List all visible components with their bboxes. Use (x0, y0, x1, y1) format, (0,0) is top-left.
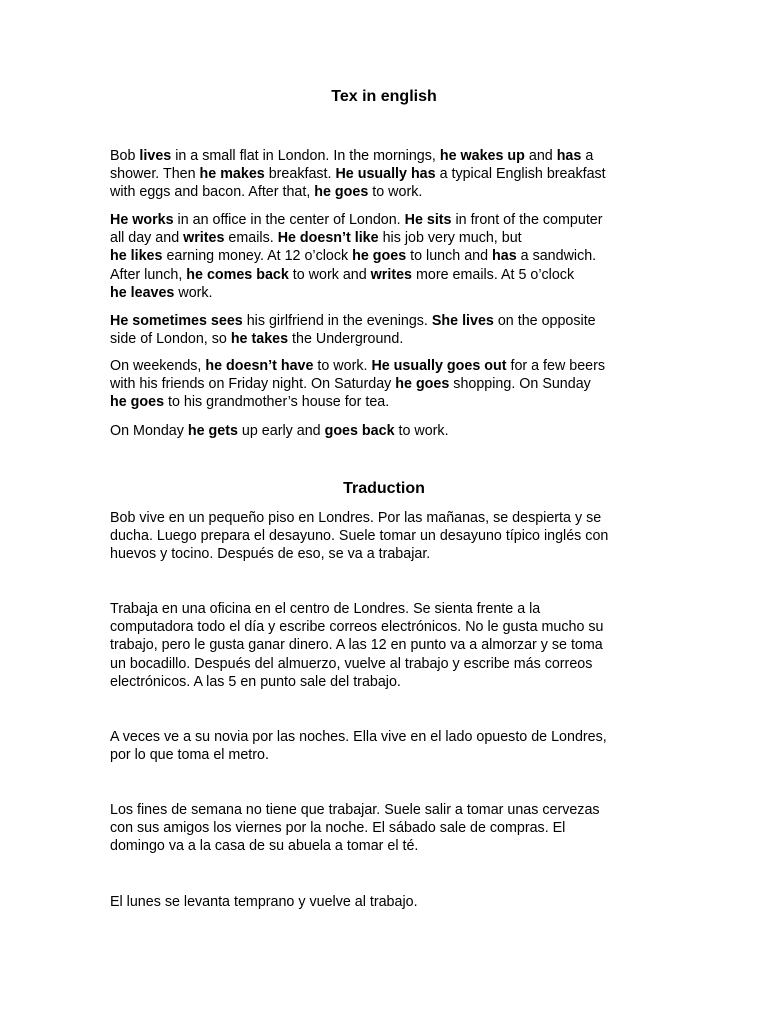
text-run: to his grandmother’s house for tea. (164, 394, 390, 411)
bold-phrase: has (492, 248, 517, 265)
text-line: trabajo, pero le gusta ganar dinero. A las 12 en punto va a almorzar y se toma (110, 637, 603, 654)
spanish-paragraph-5 (110, 893, 670, 911)
text-line (110, 312, 670, 330)
bold-phrase: lives (139, 148, 172, 164)
bold-phrase: has (556, 148, 582, 164)
bold-phrase: writes (183, 230, 225, 247)
bold-phrase: She lives (431, 313, 494, 329)
text-line (110, 330, 670, 348)
text-run: in front of the computer (451, 212, 603, 228)
text-run: to work. (394, 423, 449, 439)
text-run: shopping. On Sunday (449, 376, 591, 393)
text-run: to work and (288, 266, 371, 283)
text-run: with eggs and bacon. After that, (110, 184, 315, 201)
text-run: a sandwich. (516, 248, 597, 265)
text-line: computadora todo el día y escribe correos electrónicos. No le gusta mucho su (110, 619, 604, 636)
spanish-paragraph-1 (110, 509, 670, 564)
bold-phrase: he doesn’t have (205, 358, 314, 374)
text-run: the Underground. (288, 331, 404, 348)
bold-phrase: goes back (324, 423, 395, 439)
text-run: and (524, 148, 557, 164)
text-run: a typical English breakfast (435, 166, 606, 183)
text-line (110, 165, 670, 183)
translation-title: Traduction (343, 480, 425, 497)
spanish-paragraph-3 (110, 728, 670, 764)
text-run: breakfast. (264, 166, 336, 183)
bold-phrase: he wakes up (439, 148, 525, 164)
bold-phrase: he gets (187, 423, 238, 439)
bold-phrase: he takes (230, 331, 289, 348)
bold-phrase: he goes (110, 394, 165, 411)
text-line (110, 247, 670, 265)
text-line (110, 211, 670, 229)
text-run: on the opposite (493, 313, 596, 329)
bold-phrase: he goes (395, 376, 450, 393)
text-line (110, 422, 670, 440)
text-line: Los fines de semana no tiene que trabajar. Suele salir a tomar unas cervezas (110, 802, 600, 818)
english-paragraph-3 (110, 312, 670, 348)
text-run: to work. (313, 358, 372, 374)
text-run: On Monday (110, 423, 188, 439)
text-run: work. (174, 284, 213, 301)
english-paragraph-1 (110, 147, 670, 202)
text-run: in an office in the center of London. (173, 212, 405, 228)
text-run: his job very much, but (378, 230, 522, 247)
text-run: with his friends on Friday night. On Saturday (110, 376, 396, 393)
text-line (110, 183, 670, 201)
text-run: On weekends, (110, 358, 206, 374)
text-line: por lo que toma el metro. (110, 747, 269, 764)
text-run: side of London, so (110, 331, 231, 348)
bold-phrase: He usually goes out (371, 358, 507, 374)
spanish-paragraph-4 (110, 801, 670, 856)
text-run: up early and (237, 423, 325, 439)
text-line: ducha. Luego prepara el desayuno. Suele tomar un desayuno típico inglés con (110, 528, 609, 545)
bold-phrase: He sits (404, 212, 452, 228)
text-line: domingo va a la casa de su abuela a tomar el té. (110, 838, 419, 855)
bold-phrase: he leaves (110, 284, 175, 301)
text-line (110, 147, 670, 165)
text-line (110, 375, 670, 393)
text-line: El lunes se levanta temprano y vuelve al trabajo. (110, 894, 418, 910)
text-run: to work. (368, 184, 423, 201)
bold-phrase: he goes (314, 184, 369, 201)
text-run: emails. (224, 230, 278, 247)
text-run: to lunch and (406, 248, 493, 265)
text-run: more emails. At 5 o’clock (412, 266, 575, 283)
text-run: earning money. At 12 o’clock (162, 248, 353, 265)
text-run: a (581, 148, 594, 164)
text-line: Trabaja en una oficina en el centro de Londres. Se sienta frente a la (110, 601, 541, 617)
text-line: un bocadillo. Después del almuerzo, vuelve al trabajo y escribe más correos (110, 655, 593, 672)
text-run: After lunch, (110, 266, 187, 283)
bold-phrase: he comes back (186, 266, 289, 283)
text-line (110, 266, 670, 284)
text-run: Bob (110, 148, 140, 164)
text-line: electrónicos. A las 5 en punto sale del trabajo. (110, 673, 401, 690)
text-line (110, 357, 670, 375)
bold-phrase: writes (370, 266, 412, 283)
bold-phrase: he likes (110, 248, 163, 265)
english-paragraph-4 (110, 357, 670, 412)
bold-phrase: He works (110, 212, 174, 228)
text-line: con sus amigos los viernes por la noche. El sábado sale de compras. El (110, 820, 566, 837)
text-line (110, 229, 670, 247)
text-line (110, 284, 670, 302)
english-title: Tex in english (331, 88, 437, 105)
bold-phrase: he makes (199, 166, 265, 183)
text-line (110, 393, 670, 411)
english-paragraph-5 (110, 422, 670, 440)
text-run: for a few beers (506, 358, 606, 374)
text-run: all day and (110, 230, 184, 247)
bold-phrase: He usually has (335, 166, 436, 183)
text-run: his girlfriend in the evenings. (242, 313, 432, 329)
english-paragraph-2 (110, 211, 670, 302)
text-line: A veces ve a su novia por las noches. Ella vive en el lado opuesto de Londres, (110, 729, 607, 745)
text-run: shower. Then (110, 166, 200, 183)
text-line: huevos y tocino. Después de eso, se va a trabajar. (110, 546, 431, 563)
text-line: Bob vive en un pequeño piso en Londres. Por las mañanas, se despierta y se (110, 510, 602, 526)
bold-phrase: He sometimes sees (110, 313, 243, 329)
text-run: in a small flat in London. In the mornings, (171, 148, 440, 164)
spanish-paragraph-2 (110, 600, 670, 691)
bold-phrase: He doesn’t like (277, 230, 379, 247)
bold-phrase: he goes (352, 248, 407, 265)
